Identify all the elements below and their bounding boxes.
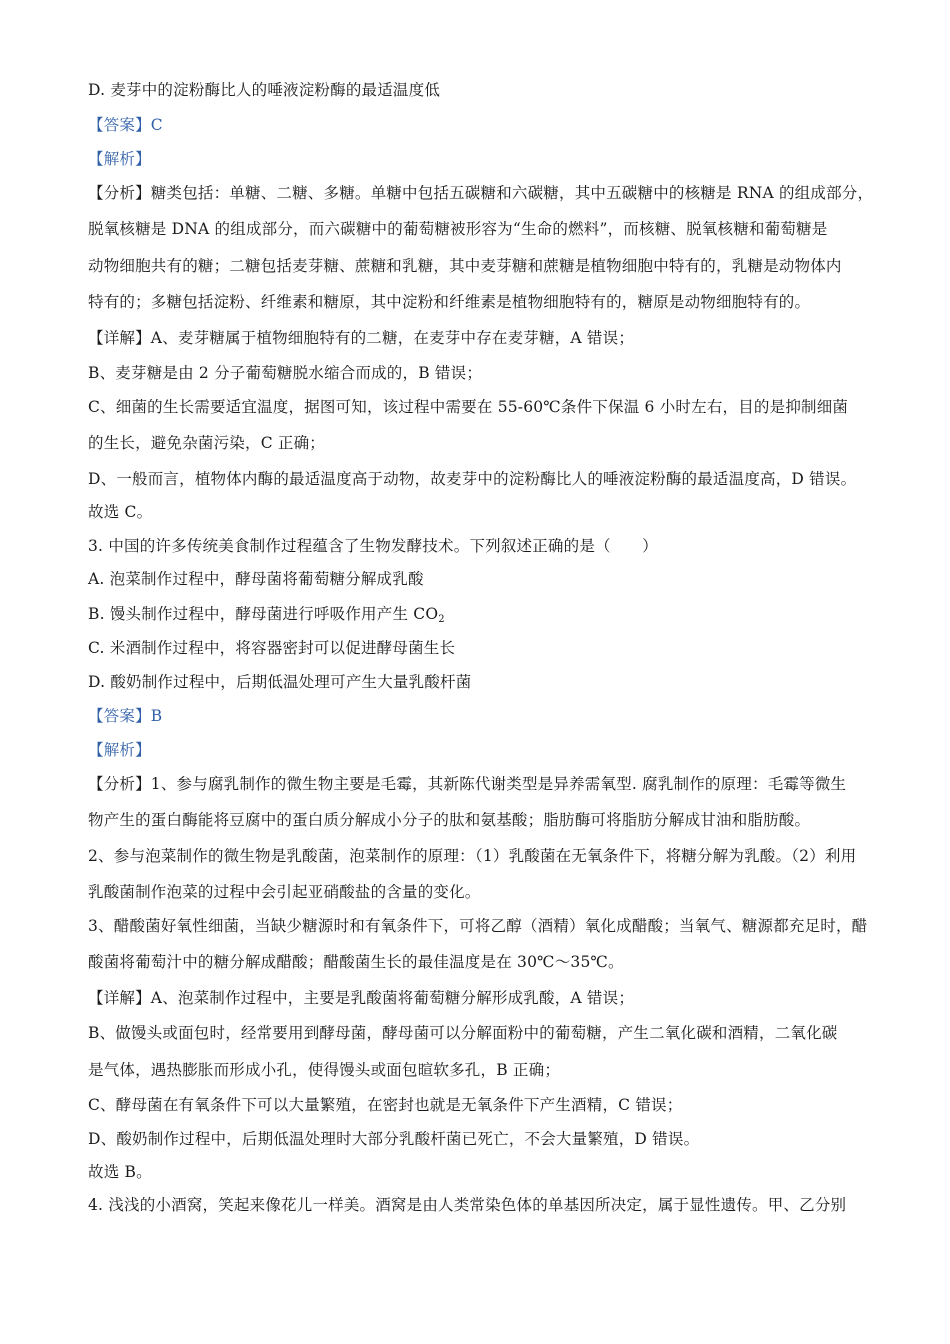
option-d-q3: D. 酸奶制作过程中，后期低温处理可产生大量乳酸杆菌 — [88, 673, 472, 691]
option-b-q3-text: B. 馒头制作过程中，酵母菌进行呼吸作用产生 CO — [88, 605, 439, 623]
subscript-2: 2 — [438, 614, 445, 625]
detail-line: D、酸奶制作过程中，后期低温处理时大部分乳酸杆菌已死亡，不会大量繁殖，D 错误。 — [88, 1130, 700, 1148]
question-3-stem: 3. 中国的许多传统美食制作过程蕴含了生物发酵技术。下列叙述正确的是（ ） — [88, 537, 658, 555]
detail-line: C、酵母菌在有氧条件下可以大量繁殖，在密封也就是无氧条件下产生酒精，C 错误； — [88, 1096, 683, 1114]
option-b-q3 — [88, 604, 878, 624]
option-d-q2: D. 麦芽中的淀粉酶比人的唾液淀粉酶的最适温度低 — [88, 81, 441, 99]
option-a-q3: A. 泡菜制作过程中，酵母菌将葡萄糖分解成乳酸 — [88, 570, 424, 588]
analysis-paragraph-line: 【分析】糖类包括：单糖、二糖、多糖。单糖中包括五碳糖和六碳糖，其中五碳糖中的核糖是 RNA 的组成部分， — [88, 184, 874, 202]
detail-line: B、麦芽糖是由 2 分子葡萄糖脱水缩合而成的，B 错误； — [88, 364, 483, 382]
analysis-label-q3: 【解析】 — [88, 741, 151, 759]
analysis-paragraph-line: 酸菌将葡萄汁中的糖分解成醋酸；醋酸菌生长的最佳温度是在 30℃～35℃。 — [88, 953, 624, 971]
detail-line: 是气体，遇热膨胀而形成小孔，使得馒头或面包暄软多孔，B 正确； — [88, 1061, 561, 1079]
question-4-stem: 4. 浅浅的小酒窝，笑起来像花儿一样美。酒窝是由人类常染色体的单基因所决定，属于显性遗传。甲、乙分别 — [88, 1196, 847, 1214]
answer-label-q3: 【答案】B — [88, 707, 163, 725]
option-c-q3: C. 米酒制作过程中，将容器密封可以促进酵母菌生长 — [88, 639, 456, 657]
analysis-paragraph-line: 动物细胞共有的糖；二糖包括麦芽糖、蔗糖和乳糖，其中麦芽糖和蔗糖是植物细胞中特有的，乳糖是动物体内 — [88, 257, 842, 275]
analysis-label-q2: 【解析】 — [88, 150, 151, 168]
analysis-paragraph-line: 物产生的蛋白酶能将豆腐中的蛋白质分解成小分子的肽和氨基酸；脂肪酶可将脂肪分解成甘油和脂肪酸。 — [88, 811, 811, 829]
detail-line: 【详解】A、泡菜制作过程中，主要是乳酸菌将葡萄糖分解形成乳酸，A 错误； — [88, 989, 635, 1007]
analysis-paragraph-line: 脱氧核糖是 DNA 的组成部分，而六碳糖中的葡萄糖被形容为“生命的燃料”，而核糖、脱氧核糖和葡萄糖是 — [88, 220, 828, 238]
analysis-paragraph-line: 【分析】1、参与腐乳制作的微生物主要是毛霉，其新陈代谢类型是异养需氧型. 腐乳制作的原理：毛霉等微生 — [88, 775, 847, 793]
conclusion-line: 故选 B。 — [88, 1163, 152, 1181]
analysis-paragraph-line: 特有的；多糖包括淀粉、纤维素和糖原，其中淀粉和纤维素是植物细胞特有的，糖原是动物细胞特有的。 — [88, 293, 811, 311]
detail-line: 【详解】A、麦芽糖属于植物细胞特有的二糖，在麦芽中存在麦芽糖，A 错误； — [88, 329, 635, 347]
detail-line: 的生长，避免杂菌污染，C 正确； — [88, 434, 325, 452]
detail-line: D、一般而言，植物体内酶的最适温度高于动物，故麦芽中的淀粉酶比人的唾液淀粉酶的最适温度高，D 错误。 — [88, 470, 857, 488]
conclusion-line: 故选 C。 — [88, 503, 153, 521]
analysis-paragraph-line: 2、参与泡菜制作的微生物是乳酸菌，泡菜制作的原理：（1）乳酸菌在无氧条件下，将糖分解为乳酸。（2）利用 — [88, 847, 857, 865]
analysis-paragraph-line: 乳酸菌制作泡菜的过程中会引起亚硝酸盐的含量的变化。 — [88, 883, 481, 901]
detail-line: C、细菌的生长需要适宜温度，据图可知，该过程中需要在 55-60℃条件下保温 6 小时左右，目的是抑制细菌 — [88, 398, 849, 416]
detail-line: B、做馒头或面包时，经常要用到酵母菌，酵母菌可以分解面粉中的葡萄糖，产生二氧化碳和酒精，二氧化碳 — [88, 1024, 838, 1042]
analysis-paragraph-line: 3、醋酸菌好氧性细菌，当缺少糖源时和有氧条件下，可将乙醇（酒精）氧化成醋酸；当氧气、糖源都充足时，醋 — [88, 917, 868, 935]
answer-label-q2: 【答案】C — [88, 116, 163, 134]
